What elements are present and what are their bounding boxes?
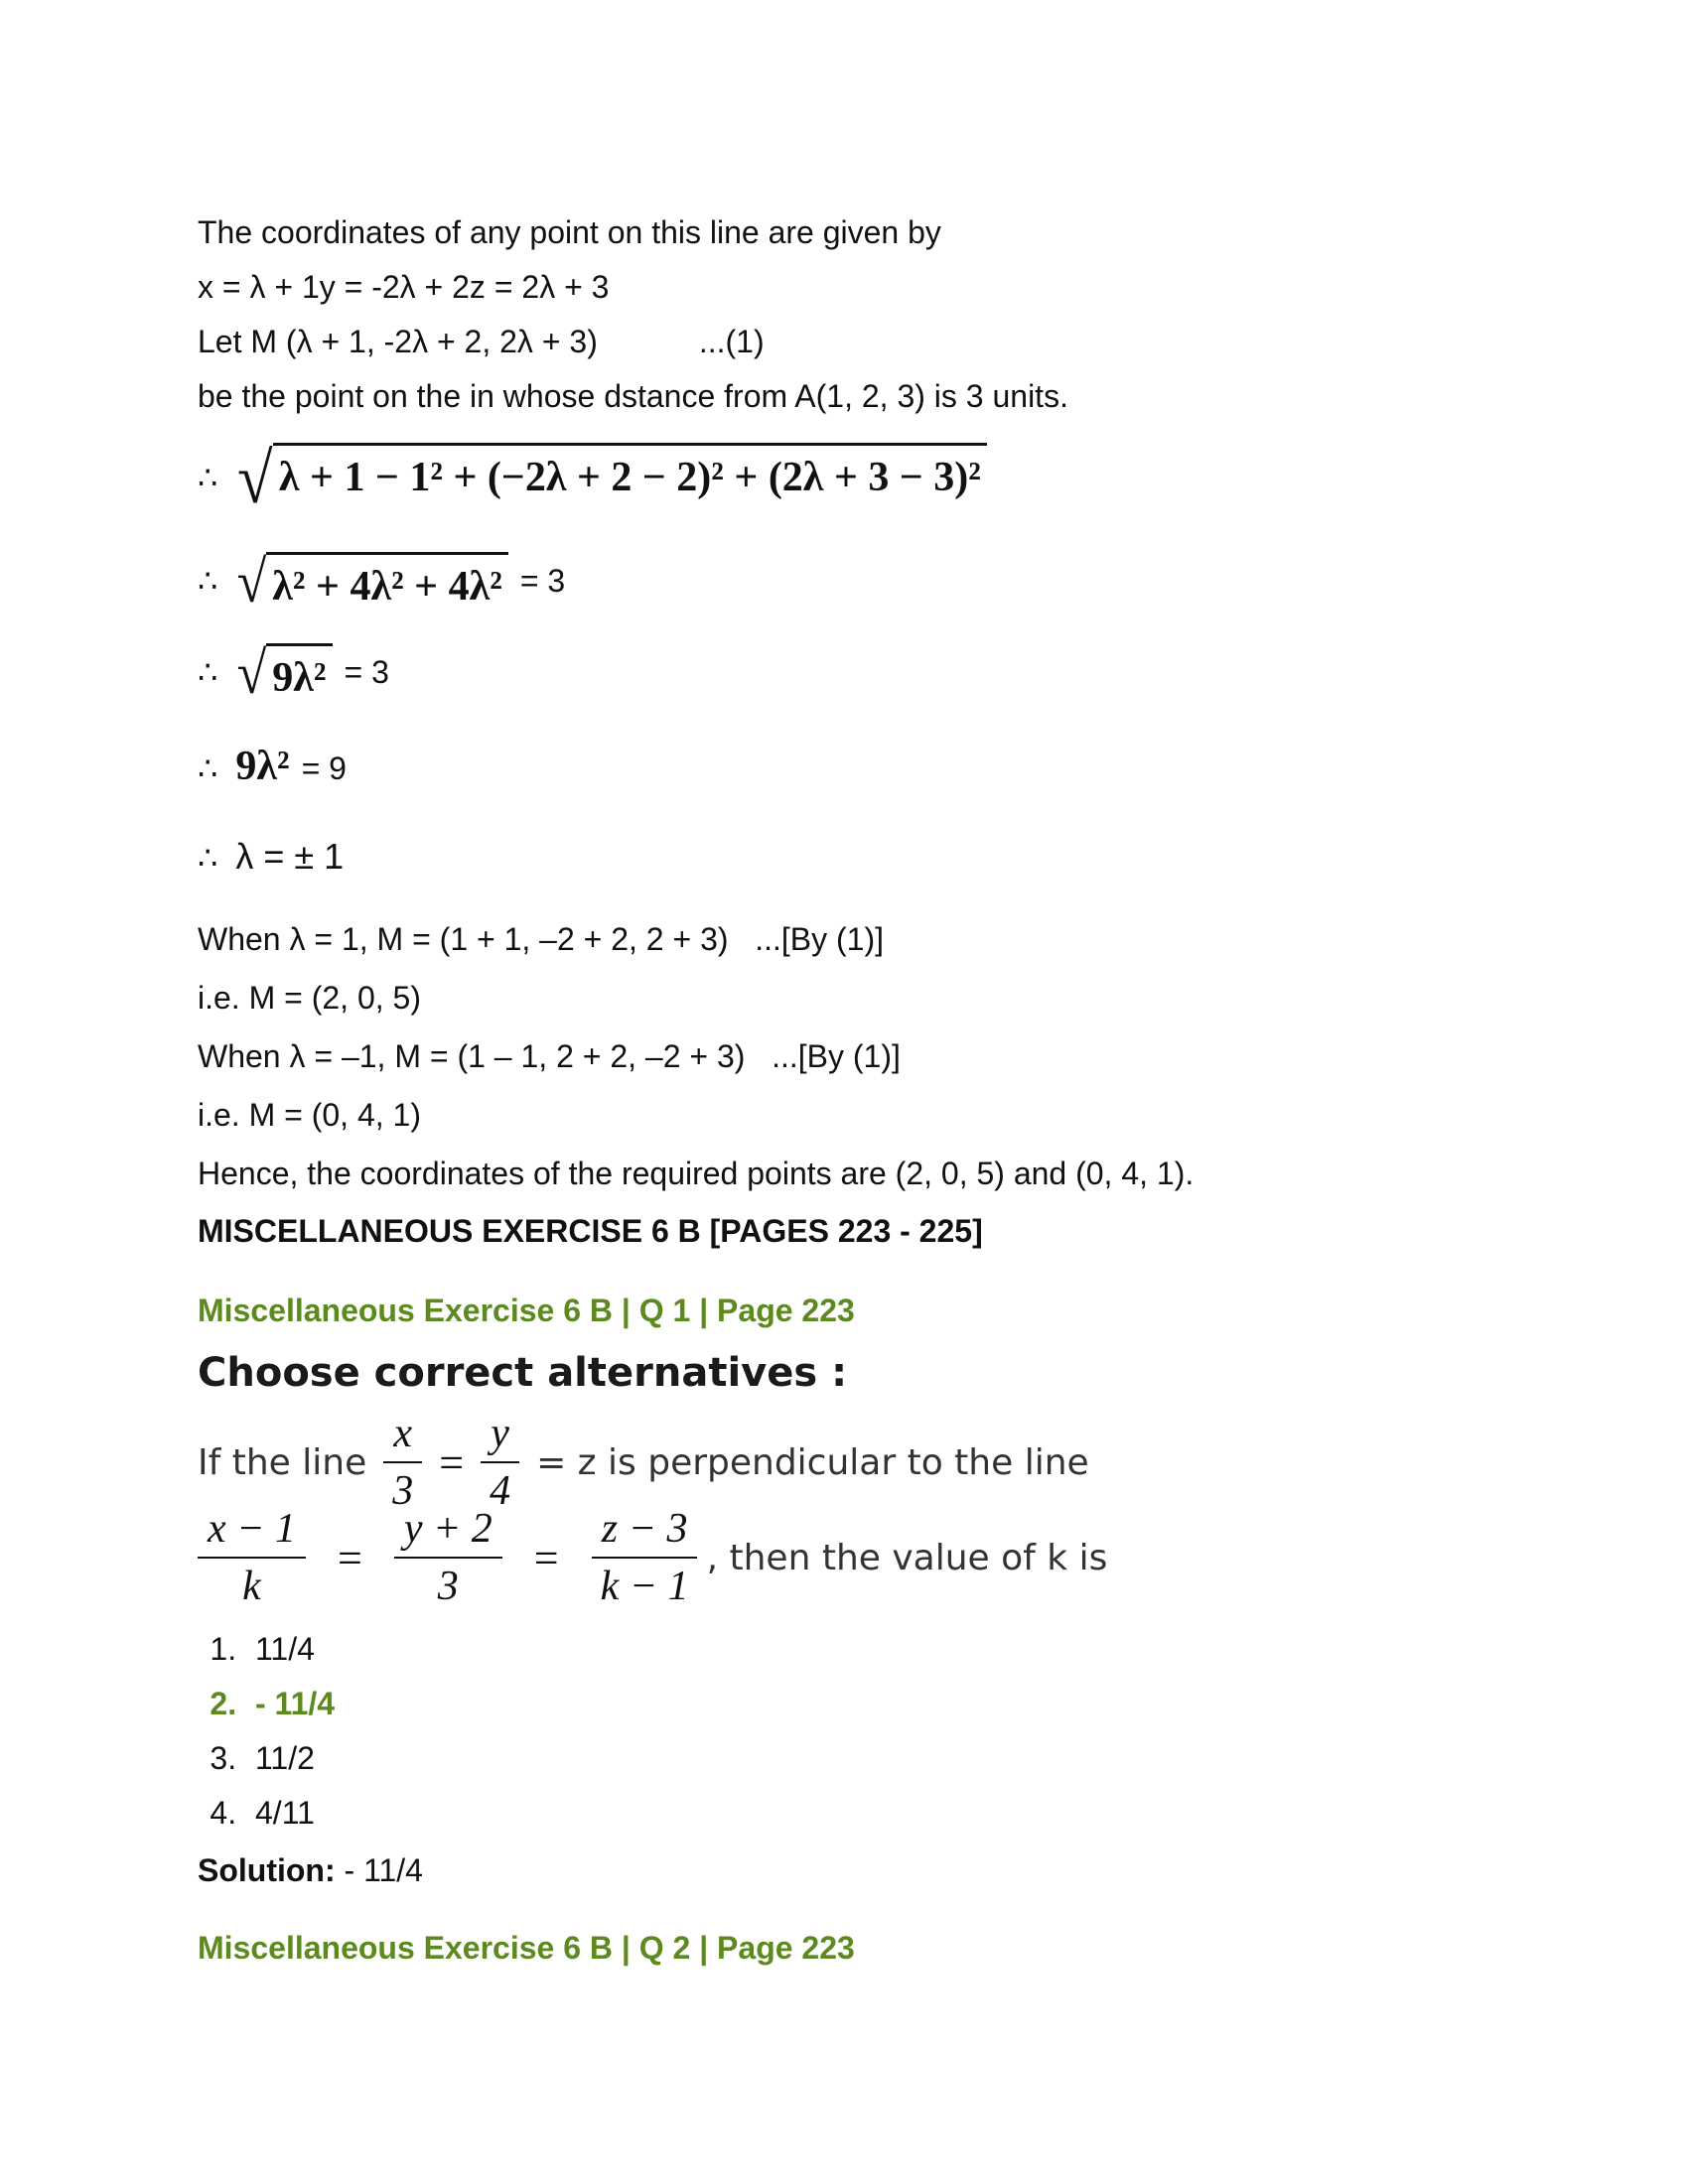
fraction: $\frac{x}{3}$ [382,1410,423,1515]
therefore-symbol: ∴ [198,652,218,691]
equation-2 [198,549,566,614]
question-text: If the line [198,1441,367,1483]
therefore-symbol: ∴ [198,839,218,877]
option-3[interactable]: 3. 11/2 [245,1731,335,1786]
option-2-correct[interactable]: 2. - 11/4 [245,1677,335,1731]
fraction: $\frac{y}{4}$ [480,1410,520,1515]
option-1[interactable]: 1. 11/4 [245,1622,335,1677]
conclusion-text: Hence, the coordinates of the required points are (2, 0, 5) and (0, 4, 1). [198,1156,1195,1191]
radical-sign-icon: √ [237,640,267,706]
question-link-q1[interactable]: Miscellaneous Exercise 6 B | Q 1 | Page 223 [198,1293,855,1328]
solution-label: Solution: [198,1852,336,1888]
equation-4 [198,743,347,790]
fraction: $\frac{x - 1}{k}$ [198,1505,306,1610]
radical-sign-icon: √ [237,439,273,518]
question-line-2 [198,1505,1107,1610]
radicand: 9λ² [266,643,332,703]
therefore-symbol: ∴ [198,561,218,600]
equals-sign: = [439,1437,465,1487]
radicand: λ² + 4λ² + 4λ² [266,552,508,612]
solution-line [198,1850,423,1890]
solution-value: - 11/4 [335,1852,423,1888]
equation-ref: ...(1) [698,324,765,359]
question-link-q2[interactable]: Miscellaneous Exercise 6 B | Q 2 | Page 223 [198,1930,855,1966]
question-line-1 [198,1410,1089,1515]
square-root [235,439,987,518]
text-line: i.e. M = (0, 4, 1) [198,1097,421,1133]
section-heading: MISCELLANEOUS EXERCISE 6 B [PAGES 223 - 225] [198,1213,983,1249]
equation-3 [198,640,389,706]
square-root [235,549,507,614]
equation-rhs: = 9 [301,751,347,786]
option-4[interactable]: 4. 4/11 [245,1786,335,1841]
equation-1 [198,439,987,518]
question-instruction: Choose correct alternatives : [198,1350,848,1396]
answer-options [198,1622,335,1841]
radical-sign-icon: √ [237,549,267,614]
radicand: λ + 1 − 1² + (−2λ + 2 − 2)² + (2λ + 3 − 3)² [273,443,987,514]
equation-rhs: = 3 [519,562,566,599]
equals-sign: = [337,1533,362,1582]
text-line: The coordinates of any point on this line are given by [198,214,941,250]
question-text: = z is perpendicular to the line [536,1441,1089,1483]
text-line: i.e. M = (2, 0, 5) [198,980,421,1016]
equals-sign: = [533,1533,559,1582]
therefore-symbol: ∴ [198,458,218,496]
lambda-result: λ = ± 1 [235,836,345,877]
fraction: $\frac{y + 2}{3}$ [394,1505,502,1610]
equation-5 [198,836,344,878]
equation-rhs: = 3 [344,653,389,690]
question-text: , then the value of k is [706,1537,1108,1578]
therefore-symbol: ∴ [198,750,218,787]
text-line: be the point on the in whose dstance from A(1, 2, 3) is 3 units. [198,378,1068,414]
text-line: When λ = 1, M = (1 + 1, –2 + 2, 2 + 3) ...[By (1)] [198,921,884,957]
text-line: When λ = –1, M = (1 – 1, 2 + 2, –2 + 3) ...[By (1)] [198,1038,901,1074]
let-m-text: Let M (λ + 1, -2λ + 2, 2λ + 3) [198,324,598,359]
fraction: $\frac{z - 3}{k - 1}$ [591,1505,699,1610]
text-line [198,322,765,361]
text-line: x = λ + 1y = -2λ + 2z = 2λ + 3 [198,269,610,305]
square-root [235,640,332,706]
equation-lhs: 9λ² [235,744,290,789]
